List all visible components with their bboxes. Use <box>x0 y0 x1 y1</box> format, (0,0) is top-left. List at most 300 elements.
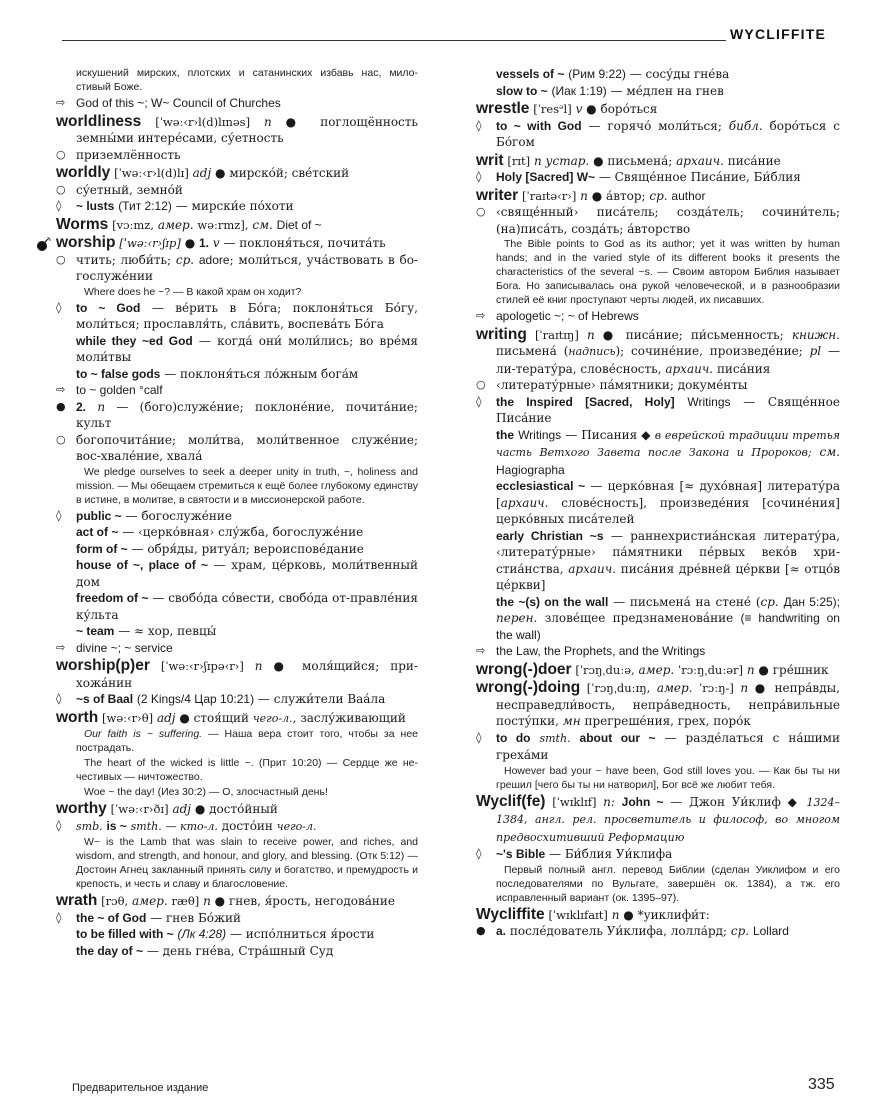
text-span: pl <box>809 344 822 358</box>
text-span: — ли- <box>496 344 840 376</box>
entry-wycliffite <box>476 907 840 924</box>
bullet-icon: ● <box>754 681 768 695</box>
phonetic: [ˈwəː‹r›ʃɪp] <box>119 236 181 250</box>
text-span: , заслу́живающий <box>292 710 406 725</box>
text-span: моля́щийся; при- <box>302 659 418 673</box>
headword: wrong(-)doer <box>476 660 572 678</box>
small-diamond-icon: ◆ <box>641 427 651 442</box>
text-span: — служи́тели Ваа́ла <box>257 692 386 706</box>
text-span: ср. <box>760 594 779 609</box>
text-span: см. <box>252 217 273 232</box>
text-span: (Рим 9:22) <box>568 67 626 81</box>
text-span: ); сочине́ние, произведе́ние; <box>615 344 803 358</box>
diamond-icon: ◊ <box>56 818 62 832</box>
idiom-line <box>476 83 840 100</box>
bullet-icon: ● <box>184 236 196 250</box>
text-span: ~ lusts <box>76 199 115 213</box>
secondary-meaning <box>476 204 840 237</box>
text-span: гослуже́нии <box>76 269 154 283</box>
idiom-line <box>476 846 840 863</box>
text-span: ræθ] <box>171 894 200 908</box>
text-span: the ~(s) on the wall <box>496 594 609 609</box>
headword: writ <box>476 151 504 169</box>
text-span: — Писания <box>565 427 638 442</box>
text-span: слове́сность], произведе́ния [сочине́ния] церко́вных писа́телей <box>496 495 840 526</box>
text-span: богопочита́ние; моли́тва, моли́твенное служе́ние; вос- <box>76 432 418 463</box>
bullet-icon: ● <box>215 166 226 180</box>
arrow-icon: ⇨ <box>56 96 66 109</box>
phonetic: [rɪt] <box>507 153 531 168</box>
text-span: книжн. <box>791 327 840 342</box>
part-of-speech: n <box>580 188 588 203</box>
part-of-speech: n <box>611 907 620 922</box>
text-span: — разде́латься с на́шими греха́ми <box>496 730 840 762</box>
text-span: Дан 5:25); <box>783 594 840 609</box>
text-span: smth. <box>539 731 571 745</box>
bullet-icon: ● <box>591 188 603 203</box>
text-span: *уиклифи́т: <box>637 907 710 922</box>
secondary-meaning <box>56 432 418 465</box>
text-span: Writings <box>518 427 562 442</box>
text-span: ~'s Bible <box>496 847 546 861</box>
text-span: земны́ми интере́сами, су́етность <box>76 131 284 145</box>
text-span: — Наша вера стоит того, чтобы за нее пострадать. <box>76 728 418 754</box>
text-span: архаич. <box>568 561 617 576</box>
text-span: чтить; люби́ть; <box>76 252 172 267</box>
text-span: — свобо́да со́вести, свобо́да от- <box>152 591 351 605</box>
idiom-line <box>56 926 418 943</box>
text-span: the <box>496 427 514 442</box>
text-span: slow to ~ <box>496 83 548 98</box>
text-span: хожа́нин <box>76 675 133 690</box>
headword: worldliness <box>56 112 142 130</box>
text-span: — когда́ они́ моли́лись; во вре́мя <box>198 333 419 348</box>
text-span: early Christian ~s <box>496 528 604 543</box>
phonetic: [ˈwɪklɪfaɪt] <box>548 907 608 922</box>
text-span: гнев, я́рость, негодова́ние <box>228 894 395 908</box>
text-span: vessels of ~ <box>496 67 565 81</box>
part-of-speech: v <box>212 236 220 250</box>
entry-wrath <box>56 893 418 910</box>
phonetic: [ˈrɔŋˌduːə, <box>575 662 635 677</box>
idiom-line <box>56 818 418 836</box>
meaning-a <box>476 923 840 940</box>
part-of-speech: n <box>740 681 749 695</box>
example: The heart of the wicked is little ~. (Прит 10:20) — Сердце же нечестивых — ничтожество. <box>76 757 418 783</box>
text-span: непра́вды, несправедли́вость, непра́ведность, непра́вильные посту́пки, <box>496 681 840 728</box>
see-also-line <box>56 382 418 399</box>
circle-icon: ○ <box>56 182 66 196</box>
phonetic: [ˈresᵊl] <box>533 102 572 116</box>
text-span: писа́ния дре́вней це́ркви [≈ отцо́в це́ркви] <box>496 561 840 592</box>
text-span: Hagiographa <box>496 462 565 477</box>
phonetic: [wəː‹r›θ] <box>102 710 154 725</box>
headword: worship(p)er <box>56 657 150 674</box>
text-span: правле́ния ку́льта <box>76 591 418 622</box>
entry-writing <box>476 327 840 378</box>
text-span: apologetic ~; ~ of Hebrews <box>496 309 639 323</box>
text-span: моли́твенный дом <box>76 558 418 589</box>
entry-writ <box>476 153 840 170</box>
text-span: амер. <box>157 217 194 232</box>
bullet-icon: ● <box>602 327 618 342</box>
see-also-line <box>56 640 418 657</box>
text-span: мирско́й; све́тский <box>229 166 350 180</box>
text-span: — сосу́ды гне́ва <box>629 67 730 81</box>
text-span: — кто-л. <box>165 819 218 833</box>
idiom-line <box>56 524 418 541</box>
see-also-line <box>56 95 418 112</box>
idiom-line <box>476 118 840 151</box>
right-column <box>476 66 840 940</box>
text-span: — ‹церко́вная› слу́жба, богослуже́ние <box>122 525 364 539</box>
headword: writing <box>476 325 527 343</box>
example: We pledge ourselves to seek a deeper unity in truth, ~, holiness and mission. — Мы обещаем стремиться к ещё более глубокому единству в истине, в молитве, в святости и в миссионерской работе. <box>76 465 418 506</box>
text-span: писа́ния <box>716 361 771 376</box>
bullet-icon: ● <box>586 102 597 116</box>
text-span: — Свяще́нное Писа́ние <box>496 394 840 425</box>
headword: Worms <box>56 215 109 233</box>
text-span: после́дователь Уи́клифа, лолла́рд; <box>509 924 728 938</box>
idiom-line <box>476 66 840 83</box>
part-of-speech: n <box>746 662 755 677</box>
text-span: Our faith is ~ suffering. <box>84 728 203 740</box>
idiom-line <box>56 333 418 366</box>
idiom-line <box>476 427 840 479</box>
part-of-speech: v <box>575 102 583 116</box>
phonetic: [ˈwɪklɪf] <box>552 794 597 809</box>
text-span: (≡ handwriting on the wall) <box>496 611 840 642</box>
bullet-icon: ● <box>593 153 604 168</box>
text-span: the Law, the Prophets, and the Writings <box>496 644 706 658</box>
text-span: — горячо́ моли́ться; <box>588 118 722 133</box>
arrow-icon: ⇨ <box>56 383 66 396</box>
entry-worms <box>56 217 418 234</box>
text-span: the day of ~ <box>76 943 144 958</box>
text-span: амер. <box>132 894 168 908</box>
text-span: архаич. <box>676 153 724 168</box>
text-span: (Тит 2:12) <box>118 199 172 213</box>
text-span: а́втор; <box>606 188 646 203</box>
part-of-speech: n <box>254 659 263 673</box>
entry-worthy <box>56 801 418 818</box>
text-span: (Лк 4:28) <box>177 927 227 941</box>
text-span: — (бого)служе́ние; поклоне́ние, почита́ние; культ <box>76 399 418 430</box>
text-span: — раннехристиа́нская литерату́ра, ‹литерату́рные› па́мятники пе́рвых веко́в христиа́нства, <box>496 528 840 576</box>
phonetic: [rɔθ, <box>101 894 129 908</box>
text-span: (2 Kings/4 Цар 10:21) <box>136 692 255 706</box>
bullet-icon: ● <box>476 924 486 937</box>
diamond-icon: ◊ <box>56 300 62 314</box>
text-span: to ~ with God <box>496 118 582 133</box>
diamond-icon: ◊ <box>476 118 482 132</box>
idiom-line <box>56 691 418 708</box>
secondary-meaning <box>56 147 418 164</box>
idiom-line <box>56 366 418 383</box>
idiom-line <box>476 478 840 528</box>
text-span: while they ~ed God <box>76 333 193 348</box>
diamond-icon: ◊ <box>476 394 482 408</box>
text-span: the Inspired [Sacred, Holy] <box>496 394 675 409</box>
idiom-line <box>476 730 840 764</box>
text-span: чего-л. <box>276 819 317 833</box>
entry-wrongdoer <box>476 662 840 679</box>
text-span: about our ~ <box>579 730 656 745</box>
idiom-line <box>56 623 418 640</box>
phonetic: [ˈwəː‹r›l(d)lɪnəs] <box>155 114 251 129</box>
text-span: wəːrmz], <box>197 217 249 232</box>
part-of-speech: n <box>264 114 272 129</box>
bullet-icon: ● <box>214 894 226 908</box>
text-span: поглощённость <box>320 114 418 129</box>
text-span: public ~ <box>76 508 122 523</box>
text-span: архаич. <box>500 495 549 510</box>
diamond-icon: ◊ <box>476 847 482 860</box>
text-span: — поклоня́ться ло́жным бога́м <box>164 366 359 381</box>
text-span: to do <box>496 730 531 745</box>
text-span: письмена́ ( <box>496 344 569 358</box>
text-span: is ~ <box>106 818 127 833</box>
text-span: — ве́рить в Бо́га; поклоня́ться Бо́гу, <box>151 300 418 315</box>
headword: worldly <box>56 164 111 181</box>
text-span: — ≈ хор, певцы́ <box>118 624 217 638</box>
text-span: библ. <box>728 118 763 133</box>
diamond-icon: ◊ <box>56 199 62 212</box>
text-span: писа́ние; пи́сьменность; <box>625 327 784 342</box>
part-of-speech: n устар. <box>534 153 590 168</box>
text-span: 1324–1384, англ. рел. просветитель и философ, во многом предвосхитивший Реформацию <box>496 795 840 844</box>
entry-worldliness <box>56 114 418 147</box>
meaning-2 <box>56 399 418 432</box>
entry-writer <box>476 188 840 205</box>
text-span: smth. <box>130 819 162 833</box>
text-span: — ме́длен на гнев <box>610 83 724 98</box>
bullet-icon: ● <box>273 659 292 673</box>
bullet-icon: ● <box>56 399 66 413</box>
bomb-icon <box>36 237 52 251</box>
text-span: ˈrɔːŋˌduːər] <box>678 662 744 677</box>
headword: Wycliffite <box>476 905 545 923</box>
text-span: to ~ false gods <box>76 366 161 381</box>
text-span: ~s of Baal <box>76 692 134 706</box>
see-also-line <box>476 643 840 660</box>
part-of-speech: adj <box>172 802 191 816</box>
part-of-speech: adj <box>156 710 176 725</box>
text-span: — церко́вная [≈ духо́вная] литерату́ра [ <box>496 479 840 510</box>
text-span: стоя́щий <box>193 710 249 725</box>
left-column <box>56 66 418 959</box>
footer-edition: Предварительное издание <box>72 1082 209 1094</box>
text-span: мн <box>562 714 581 728</box>
text-span: — испо́лниться я́рости <box>229 927 375 941</box>
idiom-line <box>56 300 418 333</box>
headword: Wyclif(fe) <box>476 792 546 810</box>
circle-icon: ○ <box>56 252 66 266</box>
text-span: ср. <box>175 252 195 267</box>
text-span: a. <box>496 924 507 938</box>
secondary-meaning <box>56 252 418 285</box>
bullet-icon: ● <box>623 907 634 922</box>
text-span: — Би́блия Уи́клифа <box>549 847 673 861</box>
circle-icon: ○ <box>56 432 66 446</box>
text-span: 2. <box>76 399 87 414</box>
entry-wrongdoing <box>476 680 840 730</box>
text-span: John ~ <box>621 794 664 809</box>
phonetic: [ˈraɪtɪŋ] <box>534 327 579 342</box>
text-span: Holy [Sacred] W~ <box>496 170 596 184</box>
idiom-line <box>56 910 418 927</box>
text-span: терату́ра, слове́сность, <box>515 361 662 376</box>
idiom-line <box>476 169 840 186</box>
text-span: писа́ние <box>727 153 781 168</box>
text-span: ~ team <box>76 624 115 638</box>
text-span: амер. <box>656 681 693 695</box>
text-span: стивый Боже. <box>76 81 143 93</box>
part-of-speech: n <box>203 894 211 908</box>
see-also-line <box>476 308 840 325</box>
headword: writer <box>476 186 519 204</box>
text-span: — Свяще́нное Писа́ние, Би́блия <box>598 170 801 184</box>
idiom-line <box>476 394 840 427</box>
headword: wrong(-)doing <box>476 679 581 696</box>
text-span: боро́ться <box>600 102 658 116</box>
diamond-icon: ◊ <box>56 508 62 522</box>
secondary-meaning <box>56 182 418 199</box>
text-span: God of this ~; W~ Council of Churches <box>76 96 281 110</box>
text-span: smb. <box>76 819 103 833</box>
idiom-line <box>56 557 418 590</box>
idiom-line <box>56 541 418 558</box>
text-span: — гнев Бо́жий <box>150 910 242 925</box>
circle-icon: ○ <box>476 378 486 391</box>
text-span: house of ~, place of ~ <box>76 558 208 572</box>
text-span: 1. <box>199 236 210 250</box>
example: W~ is the Lamb that was slain to receive power, and riches, and wisdom, and strength, and honour, and glory, and blessing. (Отк 5:12) — Достоин Агнец закланный принять силу и богатство, и премудрость и крепость, и честь и славу и благословение. <box>76 836 418 890</box>
text-span: — письмена́ на стене́ ( <box>613 594 761 609</box>
text-span: досто́йный <box>209 802 278 816</box>
bullet-icon: ● <box>194 802 206 816</box>
text-span: to ~ golden °calf <box>76 383 163 397</box>
headword: worth <box>56 708 99 726</box>
part-of-speech: n: <box>603 794 615 809</box>
text-span: хвале́ние, хвала́ <box>100 449 203 463</box>
entry-wyclif <box>476 794 840 847</box>
text-span: Бо́гом <box>496 135 535 149</box>
text-span: злове́щее предзнаменова́ние <box>544 611 734 625</box>
idiom-line <box>476 594 840 644</box>
example: However bad your ~ have been, God still loves you. — Как бы ты ни грешил [чего бы ты ни натворил], Бог всё же любит тебя. <box>496 764 840 791</box>
text-span: гре́шник <box>772 662 829 677</box>
text-span: ecclesiastical ~ <box>496 479 586 493</box>
circle-icon: ○ <box>476 205 486 218</box>
diamond-icon: ◊ <box>56 692 62 705</box>
headword: worship <box>56 234 116 251</box>
arrow-icon: ⇨ <box>56 640 66 654</box>
text-span: form of ~ <box>76 541 128 556</box>
running-head: WYCLIFFITE <box>730 26 826 42</box>
entry-worldly <box>56 165 418 182</box>
text-span: прегреше́ния, грех, поро́к <box>584 714 751 728</box>
idiom-line <box>56 943 418 960</box>
text-span: боро́ться с <box>769 118 840 133</box>
example-continuation <box>56 66 418 94</box>
circle-icon: ○ <box>56 147 66 161</box>
example: Первый полный англ. перевод Библии (сделан Уиклифом и его последователями по Вульгате, завершён ок. 1384), а тж. его исправленный вариант (ок. 1395–97). <box>496 863 840 904</box>
text-span: — обря́ды, ритуа́л; вероиспове́дание <box>131 541 364 556</box>
secondary-meaning <box>476 377 840 394</box>
example: Where does he ~? — В какой храм он ходит? <box>84 285 302 298</box>
text-span: в еврейской традиции третья часть Ветхого Завета после Закона и Пророков; <box>496 428 840 459</box>
part-of-speech: adj <box>192 166 212 180</box>
phonetic: [ˈwəː‹r›ʃɪpə‹r›] <box>160 659 244 673</box>
text-span: act of ~ <box>76 525 119 539</box>
text-span: — мирски́е по́хоти <box>175 199 294 213</box>
bullet-icon: ● <box>758 662 769 677</box>
arrow-icon: ⇨ <box>476 309 486 322</box>
bullet-icon: ● <box>285 114 307 129</box>
text-span: досто́ин <box>221 818 273 833</box>
text-span: ‹литерату́рные› па́мятники; докуме́нты <box>496 378 748 392</box>
diamond-icon: ◊ <box>476 730 482 744</box>
text-span: author <box>671 188 706 203</box>
text-span: ; моли́ться, уча́ствовать в бо- <box>229 252 418 267</box>
text-span: см. <box>819 445 840 459</box>
headword: wrath <box>56 892 98 909</box>
text-span: ср. <box>649 188 668 203</box>
text-span: Diet of ~ <box>276 217 322 232</box>
phonetic: [vɔːmz, <box>112 217 155 232</box>
text-span: to be filled with ~ <box>76 927 174 941</box>
text-span: Writings <box>687 394 731 409</box>
text-span: моли́твы <box>76 350 132 364</box>
text-span: письмена́; <box>607 153 673 168</box>
text-span: чего-л. <box>252 711 293 725</box>
text-span: freedom of ~ <box>76 591 149 605</box>
idiom-line <box>56 508 418 525</box>
part-of-speech: n <box>586 327 595 342</box>
arrow-icon: ⇨ <box>476 644 486 657</box>
phonetic: [ˈrɔŋˌduːɪŋ, <box>586 681 651 695</box>
entry-wrestle <box>476 101 840 118</box>
example: Woe ~ the day! (Иез 30:2) — О, злосчастный день! <box>84 786 328 798</box>
text-span: Lollard <box>752 924 789 938</box>
idiom-line <box>476 528 840 594</box>
header-rule <box>62 40 726 41</box>
idiom-line <box>56 198 418 215</box>
headword: worthy <box>56 800 107 817</box>
phonetic: [ˈraɪtə‹r›] <box>522 188 577 203</box>
text-span: ‹свяще́нный› писа́тель; созда́тель; сочини́тель; <box>496 205 840 219</box>
diamond-icon: ◊ <box>476 170 482 183</box>
small-diamond-icon: ◆ <box>787 794 800 809</box>
text-span: — поклоня́ться, почита́ть <box>223 236 386 250</box>
entry-worth <box>56 710 418 728</box>
text-span: архаич. <box>665 361 714 376</box>
phonetic: [ˈwəː‹r›ðɪ] <box>110 802 169 816</box>
diamond-icon: ◊ <box>56 910 62 924</box>
text-span: — богослуже́ние <box>125 508 232 523</box>
example: The Bible points to God as its author; yet it was written by human hands; and in the varied style of its different books it presents the characteristics of the several ~s. — Своим автором Библия называет Бога. Но записывалась она рукой человеческой, и в разнообразии стилей её книг проступают черты людей, их писавших. <box>496 238 840 306</box>
text-span: — храм, це́рковь, <box>213 558 327 572</box>
text-span: ср. <box>730 924 750 938</box>
text-span: (на)писа́ть, созда́ть; а́вторство <box>496 221 691 236</box>
text-span: divine ~; ~ service <box>76 640 173 655</box>
part-of-speech: n <box>97 399 106 414</box>
text-span: моли́ться; прославля́ть, сла́вить, воспева́ть Бо́га <box>76 317 384 331</box>
idiom-line <box>56 590 418 623</box>
text-span: the ~ of God <box>76 910 147 925</box>
bullet-icon: ● <box>179 710 190 725</box>
